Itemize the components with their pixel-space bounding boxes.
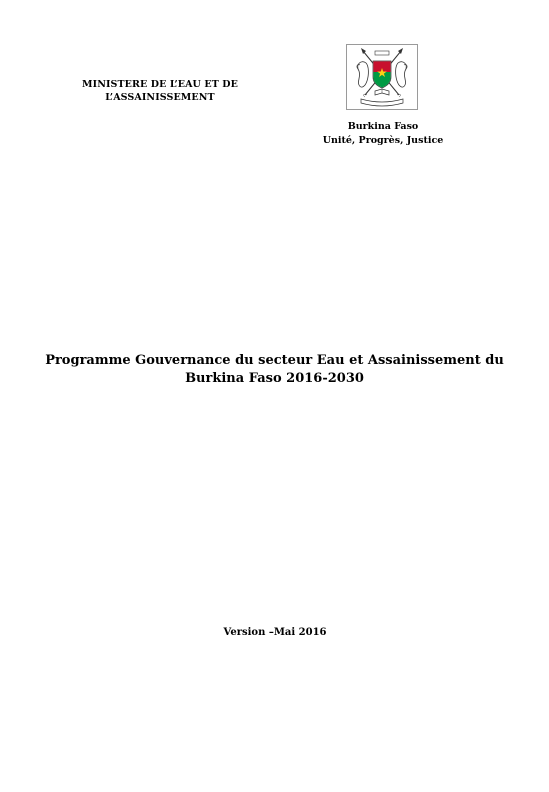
ministry-name <box>72 78 248 104</box>
coat-of-arms-icon <box>346 44 418 110</box>
country-name: Burkina Faso <box>347 121 419 132</box>
national-motto: Unité, Progrès, Justice <box>322 135 444 146</box>
document-title-line2: Burkina Faso 2016-2030 <box>185 371 364 386</box>
document-version: Version –Mai 2016 <box>223 627 327 638</box>
coat-of-arms-graphic <box>347 45 417 109</box>
ministry-name-line2: L’ASSAINISSEMENT <box>105 92 215 103</box>
country-heading <box>310 120 456 148</box>
document-title-line1: Programme Gouvernance du secteur Eau et Assainissement du <box>45 353 504 368</box>
document-title <box>30 352 519 388</box>
ministry-name-line1: MINISTERE DE L’EAU ET DE <box>82 79 238 90</box>
